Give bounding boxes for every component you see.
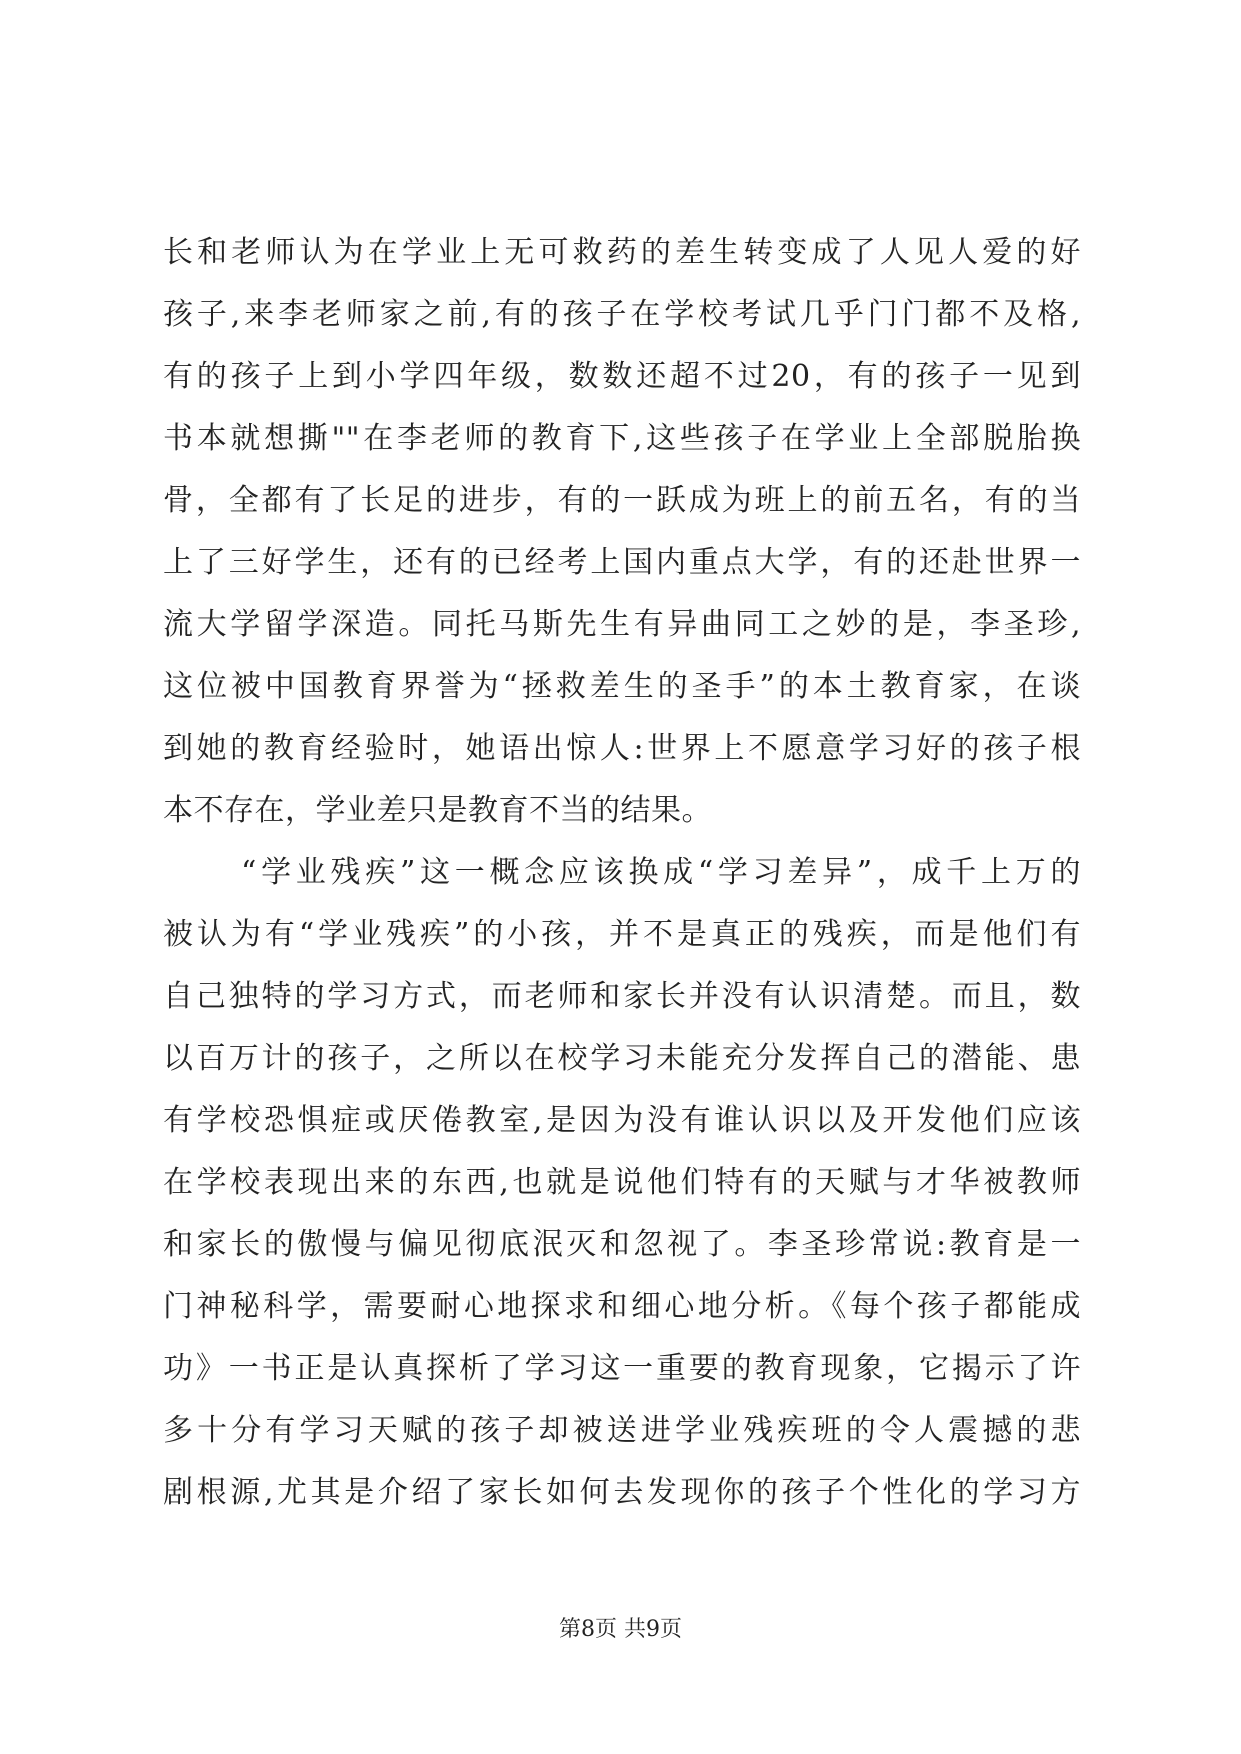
text-line: 流大学留学深造。同托马斯先生有异曲同工之妙的是，李圣珍,	[163, 607, 1081, 642]
text-line: 自己独特的学习方式，而老师和家长并没有认识清楚。而且，数	[163, 979, 1081, 1014]
text-line: 孩子,来李老师家之前,有的孩子在学校考试几乎门门都不及格,	[163, 297, 1081, 332]
text-line: 上了三好学生，还有的已经考上国内重点大学，有的还赴世界一	[163, 545, 1081, 580]
body-text	[163, 222, 1081, 1524]
text-line: 剧根源,尤其是介绍了家长如何去发现你的孩子个性化的学习方	[163, 1475, 1081, 1510]
text-line: 到她的教育经验时，她语出惊人:世界上不愿意学习好的孩子根	[163, 731, 1081, 766]
text-line: 在学校表现出来的东西,也就是说他们特有的天赋与才华被教师	[163, 1165, 1081, 1200]
text-line: 门神秘科学，需要耐心地探求和细心地分析。《每个孩子都能成	[163, 1289, 1081, 1324]
text-line: 本不存在，学业差只是教育不当的结果。	[163, 793, 712, 828]
text-line: 长和老师认为在学业上无可救药的差生转变成了人见人爱的好	[163, 235, 1081, 270]
text-line: 书本就想撕""在李老师的教育下,这些孩子在学业上全部脱胎换	[163, 421, 1081, 456]
text-line: 骨，全都有了长足的进步，有的一跃成为班上的前五名，有的当	[163, 483, 1081, 518]
text-line: 这位被中国教育界誉为“拯救差生的圣手”的本土教育家，在谈	[163, 669, 1081, 704]
text-line: 有学校恐惧症或厌倦教室,是因为没有谁认识以及开发他们应该	[163, 1103, 1081, 1138]
text-line: 和家长的傲慢与偏见彻底泯灭和忽视了。李圣珍常说:教育是一	[163, 1227, 1081, 1262]
text-line: 以百万计的孩子，之所以在校学习未能充分发挥自己的潜能、患	[163, 1041, 1081, 1076]
text-line: 被认为有“学业残疾”的小孩，并不是真正的残疾，而是他们有	[163, 917, 1081, 952]
text-line: 有的孩子上到小学四年级，数数还超不过20，有的孩子一见到	[163, 359, 1081, 394]
text-line: 功》一书正是认真探析了学习这一重要的教育现象，它揭示了许	[163, 1351, 1081, 1386]
text-line: 多十分有学习天赋的孩子却被送进学业残疾班的令人震撼的悲	[163, 1413, 1081, 1448]
text-line: “学业残疾”这一概念应该换成“学习差异”，成千上万的	[241, 855, 1081, 890]
page-number-footer: 第8页 共9页	[559, 1617, 682, 1642]
